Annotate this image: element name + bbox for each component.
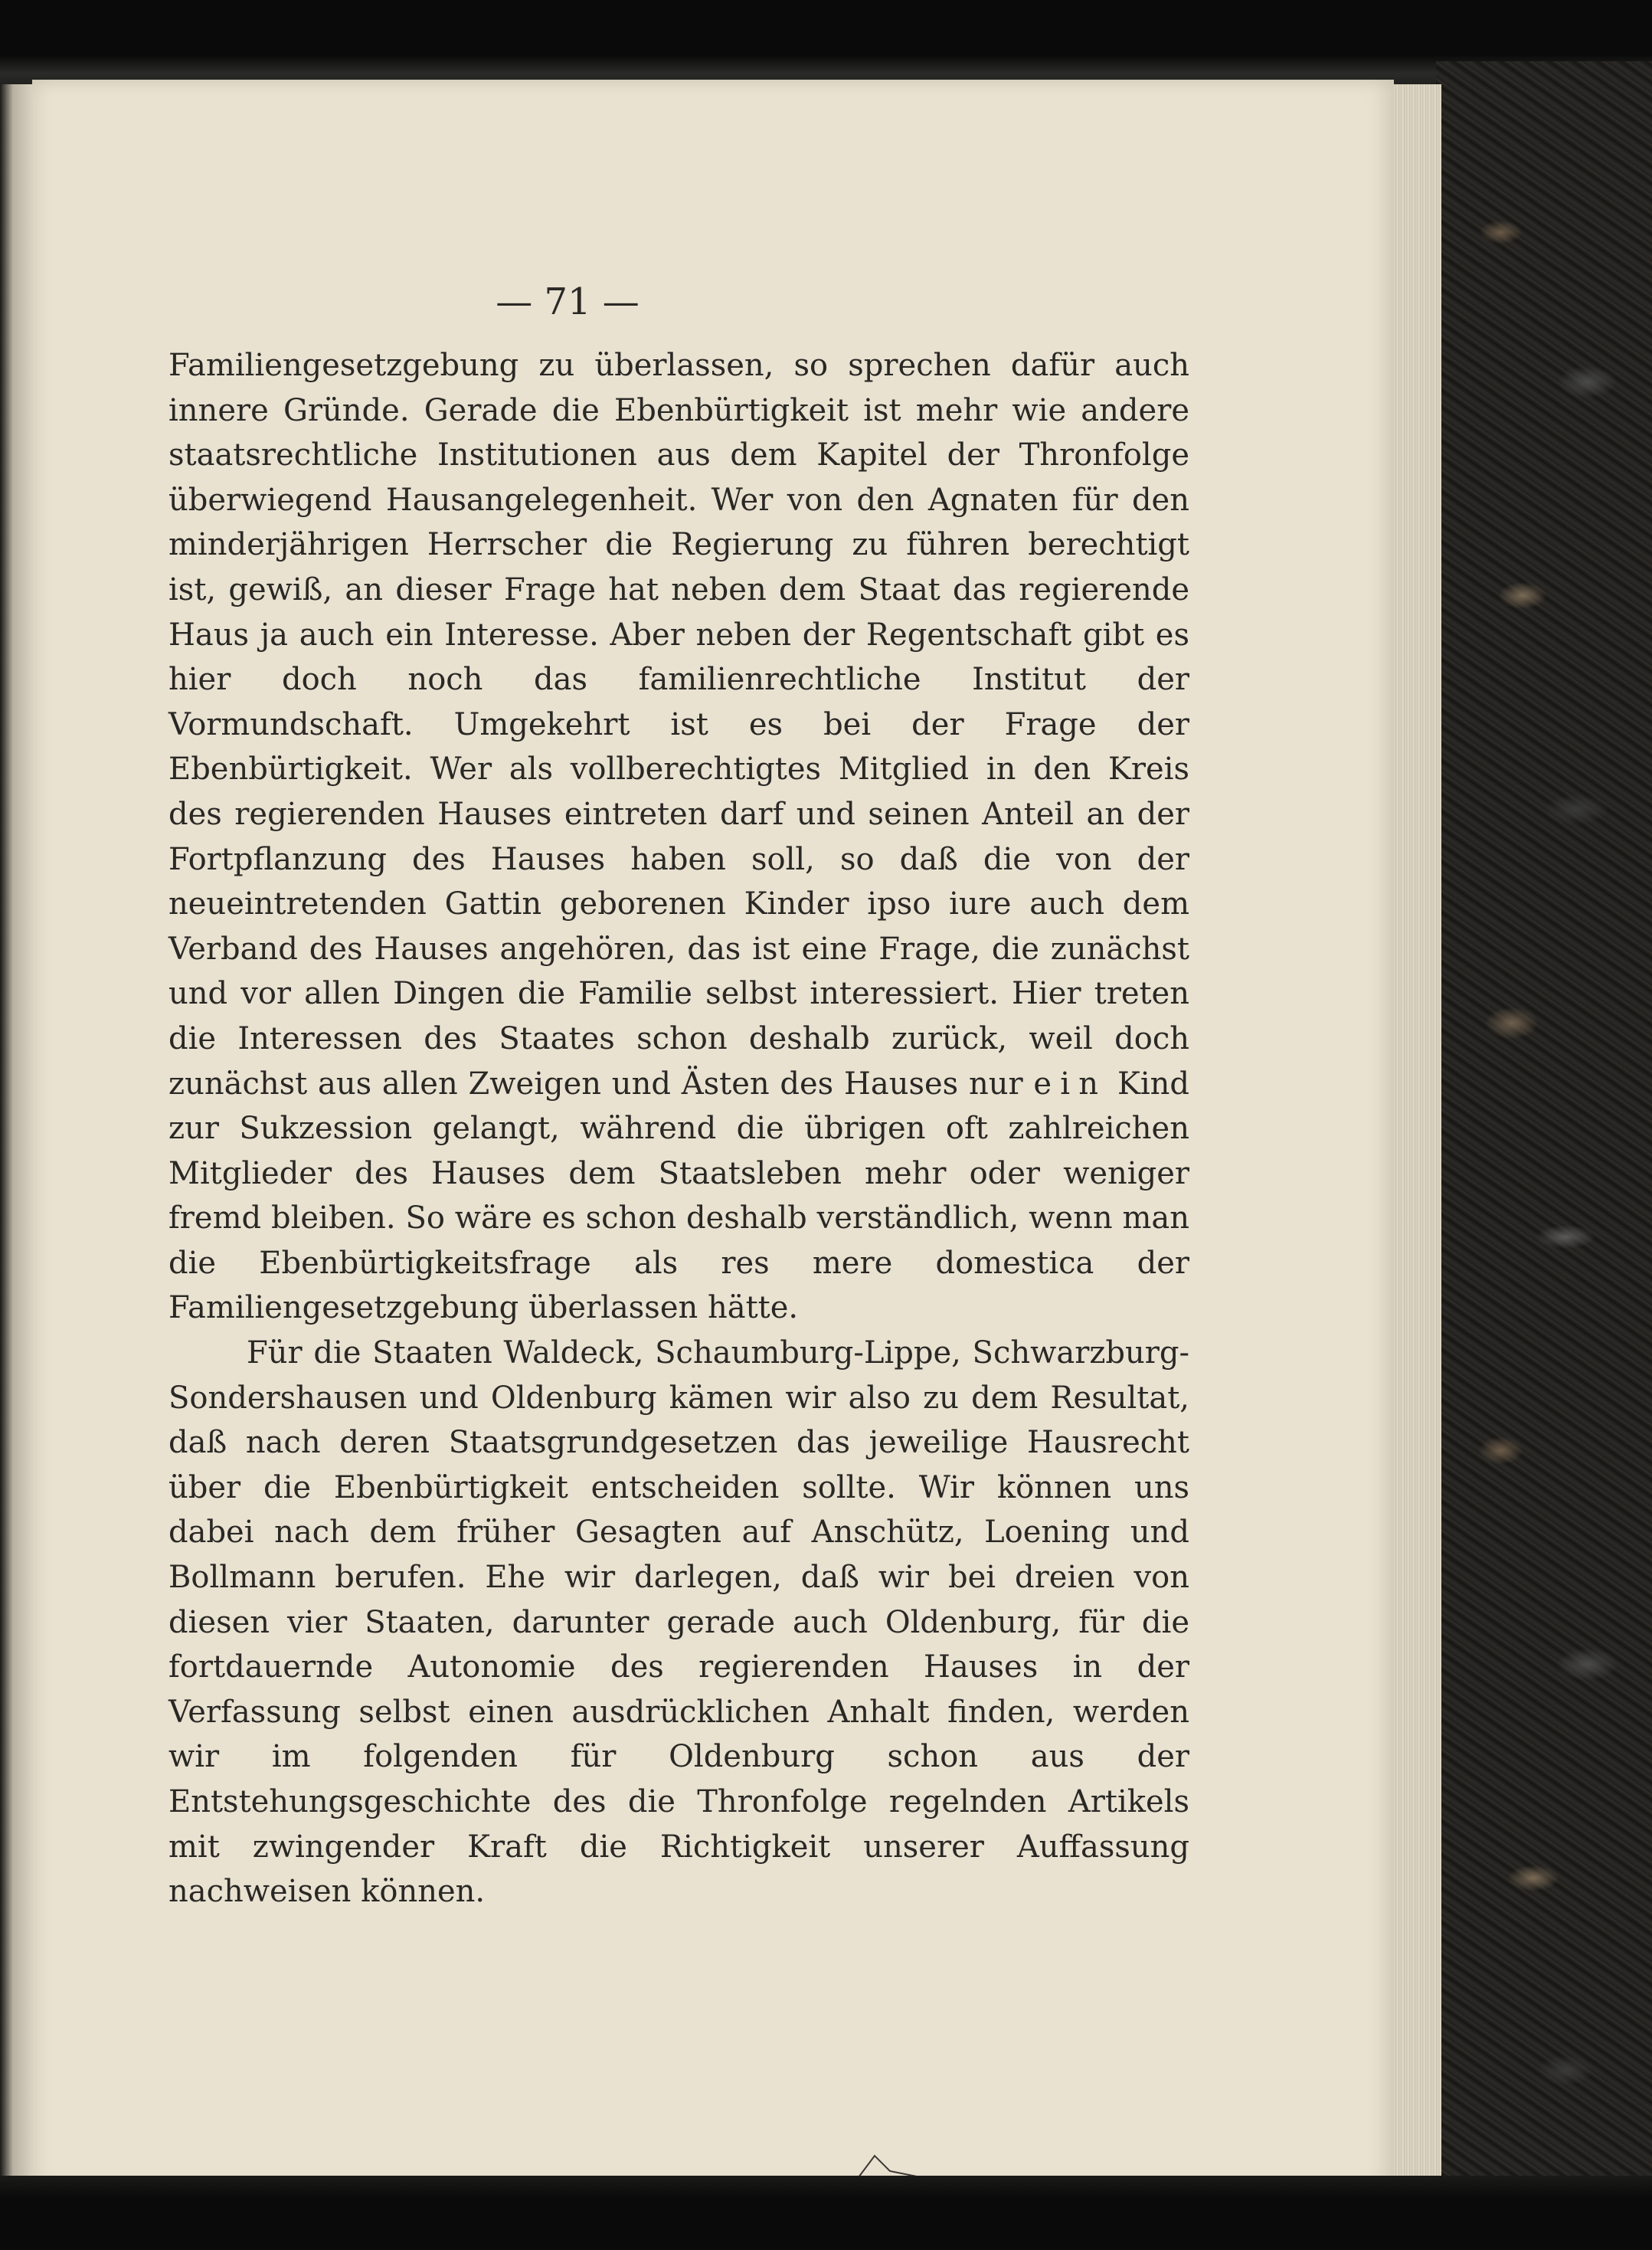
left-page-sliver	[0, 84, 32, 2183]
page-number: — 71 —	[496, 280, 640, 323]
paragraph-2: Für die Staaten Waldeck, Schaumburg-Lippe, Schwarzburg-Sondershausen und Oldenburg kämen wir also zu dem Resultat, daß nach deren Staatsgrundgesetzen das jeweilige Hausrecht über die Ebenbürtigkeit entscheiden sollte. Wir können uns dabei nach dem früher Gesagten auf Anschütz, Loening und Bollmann berufen. Ehe wir darlegen, daß wir bei dreien von diesen vier Staaten, darunter gerade auch Oldenburg, für die fortdauernde Autonomie des regierenden Hauses in der Verfassung selbst einen ausdrücklichen Anhalt finden, werden wir im folgenden für Oldenburg schon aus der Entstehungsgeschichte des die Thronfolge regelnden Artikels mit zwingender Kraft die Richtigkeit unserer Auffassung nachweisen können.	[168, 1335, 1189, 1910]
paragraph-1-before: Familiengesetzgebung zu überlassen, so sprechen dafür auch innere Gründe. Gerade die Ebenbürtigkeit ist mehr wie andere staatsrechtliche Institutionen aus dem Kapitel der Thronfolge überwiegend Hausangelegenheit. Wer von den Agnaten für den minderjährigen Herrscher die Regierung zu führen berechtigt ist, gewiß, an dieser Frage hat neben dem Staat das regierende Haus ja auch ein Interesse. Aber neben der Regentschaft gibt es hier doch noch das familienrechtliche Institut der Vormundschaft. Umgekehrt ist es bei der Frage der Ebenbürtigkeit. Wer als vollberechtigtes Mitglied in den Kreis des regierenden Hauses eintreten darf und seinen Anteil an der Fortpflanzung des Hauses haben soll, so daß die von der neueintretenden Gattin geborenen Kinder ipso iure auch dem Verband des Hauses angehören, das ist eine Frage, die zunächst und vor allen Dingen die Familie selbst interessiert. Hier treten die Interessen des Staates schon deshalb zurück, weil doch zunächst aus allen Zweigen und Ästen des Hauses nur	[168, 348, 1189, 1102]
marbled-cover	[1436, 61, 1652, 2199]
book-page	[32, 80, 1394, 2188]
bottom-binding-edge	[0, 2176, 1652, 2250]
paragraph-1-after: Kind zur Sukzession gelangt, während die übrigen oft zahlreichen Mitglieder des Hauses dem Staatsleben mehr oder weniger fremd bleiben. So wäre es schon deshalb verständlich, wenn man die Ebenbürtigkeitsfrage als res mere domestica der Familiengesetzgebung überlassen hätte.	[168, 1066, 1189, 1326]
body-text	[168, 343, 1189, 1914]
paragraph-1	[168, 343, 1189, 1331]
top-binding-edge	[0, 0, 1652, 92]
stacked-page-edges	[1394, 84, 1441, 2183]
paragraph-1-emphasis: ein	[1033, 1066, 1107, 1102]
